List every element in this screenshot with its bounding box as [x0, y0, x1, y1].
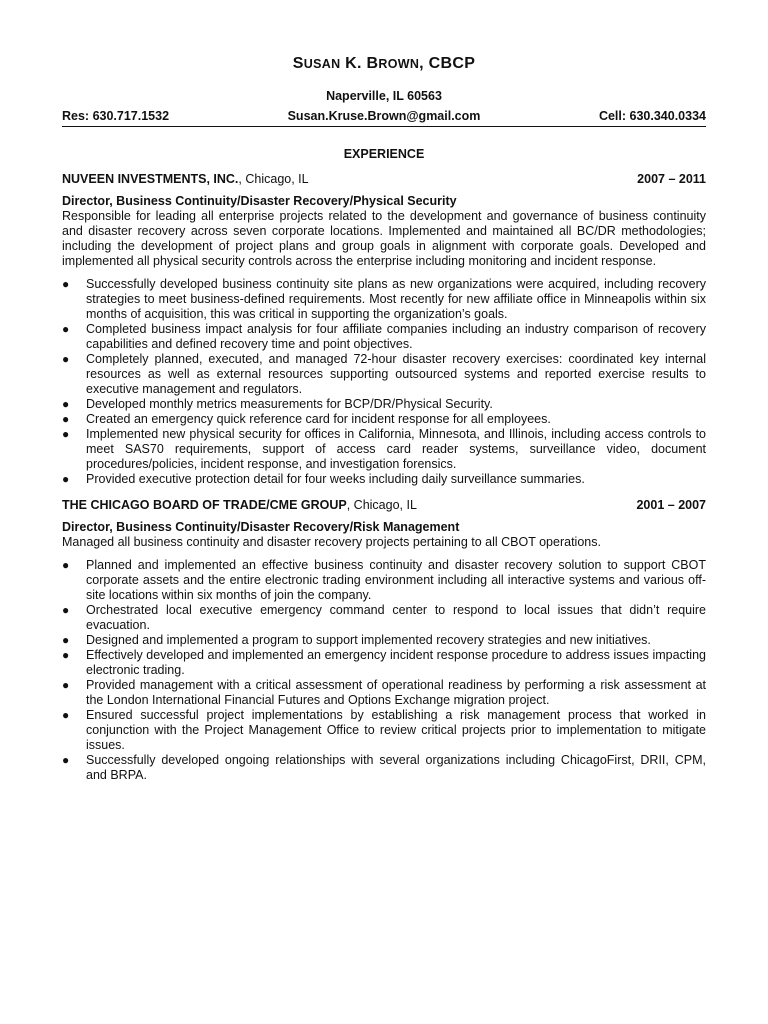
accomplishment-list [62, 277, 706, 487]
list-item-text: Orchestrated local executive emergency command center to respond to local issues that didn’t require evacuation. [86, 603, 706, 632]
job-title: Director, Business Continuity/Disaster Recovery/Physical Security [62, 194, 457, 208]
company-name: NUVEEN INVESTMENTS, INC. [62, 172, 239, 186]
bullet-icon: ● [62, 397, 70, 411]
list-item-text: Completely planned, executed, and managed 72-hour disaster recovery exercises: coordinated key internal resources as well as external resources supporting outsourced systems and reported exercise results to executive management and regulators. [86, 352, 706, 396]
candidate-location: Naperville, IL 60563 [326, 89, 442, 103]
job-summary: Responsible for leading all enterprise projects related to the development and governance of business continuity and disaster recovery across seven corporate locations. Implemented and maintained all BC/DR methodologies; including the development of project plans and group goals in alignment with corporate goals. Developed and implemented all physical security controls across the enterprise including monitoring and incident response. [62, 209, 706, 268]
list-item-text: Ensured successful project implementations by establishing a risk management process that worked in conjunction with the Project Management Office to review critical projects prior to implementation to mitigate issues. [86, 708, 706, 752]
employer-line [62, 498, 706, 512]
name-first-rest: USAN [303, 57, 341, 71]
company-name: THE CHICAGO BOARD OF TRADE/CME GROUP [62, 498, 347, 512]
list-item-text: Effectively developed and implemented an emergency incident response procedure to address issues impacting electronic trading. [86, 648, 706, 677]
company-city: , Chicago, IL [346, 498, 417, 512]
list-item-text: Developed monthly metrics measurements for BCP/DR/Physical Security. [86, 397, 493, 411]
list-item [62, 412, 706, 427]
company-city: , Chicago, IL [238, 172, 309, 186]
bullet-icon: ● [62, 277, 70, 291]
name-suffix: , CBCP [419, 55, 476, 72]
bullet-icon: ● [62, 322, 70, 336]
list-item [62, 352, 706, 397]
bullet-icon: ● [62, 352, 70, 366]
employer-line [62, 172, 706, 186]
resume-page [62, 0, 706, 783]
job-years: 2001 – 2007 [636, 498, 706, 512]
bullet-icon: ● [62, 648, 70, 662]
bullet-icon: ● [62, 753, 70, 767]
list-item [62, 472, 706, 487]
list-item-text: Provided management with a critical assessment of operational readiness by performing a risk assessment at the London International Financial Futures and Options Exchange migration project. [86, 678, 706, 707]
bullet-icon: ● [62, 558, 70, 572]
list-item-text: Provided executive protection detail for four weeks including daily surveillance summaries. [86, 472, 585, 486]
accomplishment-list [62, 558, 706, 783]
candidate-name [62, 55, 706, 73]
list-item [62, 603, 706, 633]
list-item-text: Completed business impact analysis for four affiliate companies including an industry comparison of recovery capabilities and defined recovery time and point objectives. [86, 322, 706, 351]
bullet-icon: ● [62, 412, 70, 426]
name-last-initial: B [366, 55, 379, 72]
list-item [62, 678, 706, 708]
name-last-rest: ROWN [378, 57, 420, 71]
experience-heading: EXPERIENCE [343, 147, 425, 161]
list-item-text: Planned and implemented an effective business continuity and disaster recovery solution to support CBOT corporate assets and the entire electronic trading environment including all interactive systems and various off-site locations within six months of join the company. [86, 558, 706, 602]
bullet-icon: ● [62, 472, 70, 486]
name-middle: K. [345, 55, 362, 72]
job-summary: Managed all business continuity and disaster recovery projects pertaining to all CBOT operations. [62, 535, 601, 549]
list-item [62, 397, 706, 412]
job-entry [62, 498, 706, 783]
bullet-icon: ● [62, 633, 70, 647]
list-item-text: Implemented new physical security for offices in California, Minnesota, and Illinois, including access controls to meet SAS70 requirements, support of access card reader systems, surveillance video, document procedures/policies, incident response, and investigation forensics. [86, 427, 706, 471]
list-item [62, 427, 706, 472]
name-first-initial: S [292, 55, 304, 72]
bullet-icon: ● [62, 678, 70, 692]
cell-phone: Cell: 630.340.0334 [598, 109, 706, 123]
list-item [62, 708, 706, 753]
list-item [62, 277, 706, 322]
contact-line [62, 109, 706, 127]
list-item-text: Created an emergency quick reference card for incident response for all employees. [86, 412, 551, 426]
residence-phone: Res: 630.717.1532 [62, 109, 170, 123]
email-address: Susan.Kruse.Brown@gmail.com [287, 109, 481, 123]
bullet-icon: ● [62, 708, 70, 722]
list-item [62, 322, 706, 352]
job-title: Director, Business Continuity/Disaster Recovery/Risk Management [62, 520, 460, 534]
list-item [62, 633, 706, 648]
job-years: 2007 – 2011 [637, 172, 706, 186]
list-item-text: Successfully developed business continuity site plans as new organizations were acquired, including recovery strategies to meet business-defined requirements. Most recently for new affiliate office in Minneapolis within six months of acquisition, this was critical in supporting the organization’s goals. [86, 277, 706, 321]
bullet-icon: ● [62, 427, 70, 441]
bullet-icon: ● [62, 603, 70, 617]
list-item-text: Designed and implemented a program to support implemented recovery strategies and new initiatives. [86, 633, 651, 647]
list-item [62, 558, 706, 603]
list-item-text: Successfully developed ongoing relationships with several organizations including ChicagoFirst, DRII, CPM, and BRPA. [86, 753, 706, 782]
job-entry [62, 172, 706, 487]
list-item [62, 648, 706, 678]
list-item [62, 753, 706, 783]
